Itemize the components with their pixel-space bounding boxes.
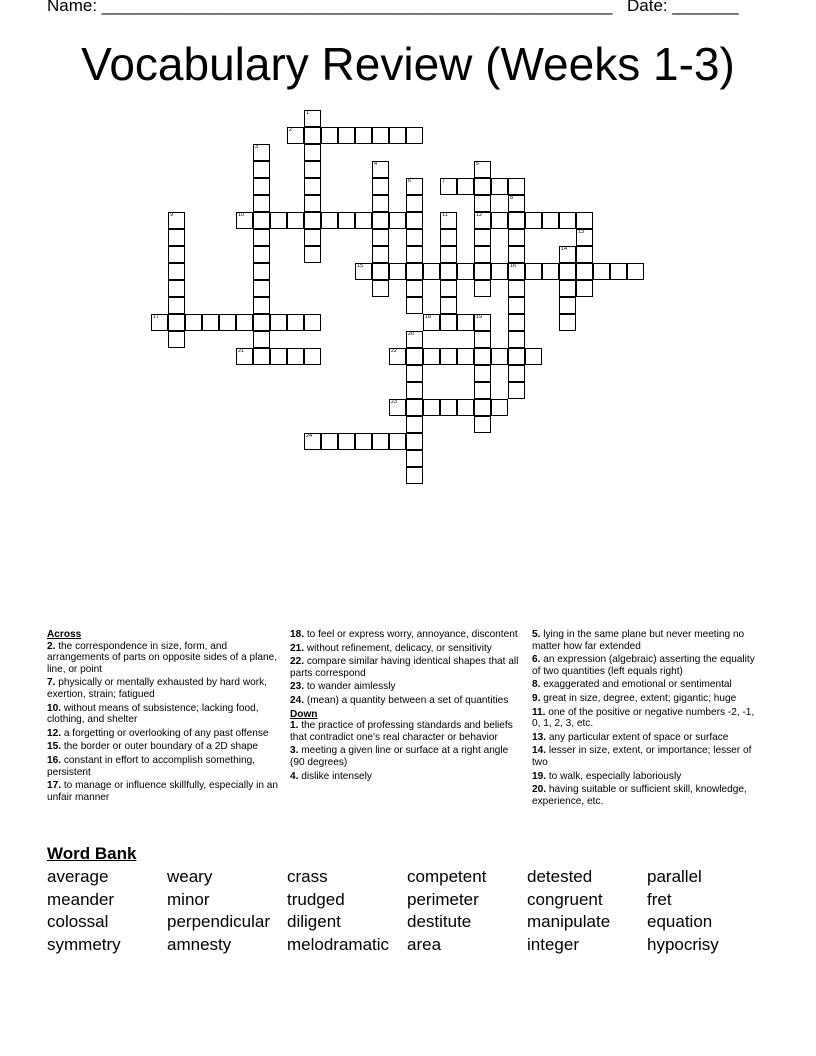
word-bank [47, 867, 767, 958]
down-heading: Down [290, 708, 318, 720]
crossword-cell[interactable] [372, 263, 389, 280]
crossword-cell[interactable] [440, 297, 457, 314]
clue-number: 12 [476, 212, 483, 218]
word-bank-word: manipulate [527, 912, 611, 932]
word-bank-word: meander [47, 889, 115, 909]
crossword-cell[interactable] [202, 314, 219, 331]
crossword-cell[interactable] [355, 263, 372, 280]
crossword-cell[interactable] [304, 246, 321, 263]
crossword-cell[interactable] [168, 212, 185, 229]
crossword-cell[interactable] [440, 229, 457, 246]
clue-number: 4 [374, 161, 378, 167]
crossword-cell[interactable] [508, 263, 525, 280]
crossword-cell[interactable] [474, 195, 491, 212]
across-heading: Across [47, 629, 82, 640]
crossword-cell[interactable] [253, 229, 270, 246]
clue-number: 8 [510, 195, 514, 201]
crossword-cell[interactable] [576, 280, 593, 297]
crossword-cell[interactable] [474, 280, 491, 297]
crossword-cell[interactable] [474, 229, 491, 246]
clue-number: 15 [357, 263, 364, 269]
clue-number: 21 [238, 348, 245, 354]
crossword-cell[interactable] [508, 382, 525, 399]
crossword-cell[interactable] [389, 263, 406, 280]
crossword-cell[interactable] [253, 178, 270, 195]
crossword-cell[interactable] [372, 280, 389, 297]
down-clue-13: 13. any particular extent of space or surface [532, 731, 729, 743]
crossword-cell[interactable] [559, 297, 576, 314]
crossword-cell[interactable] [474, 212, 491, 229]
crossword-cell[interactable] [321, 433, 338, 450]
across-clue-7: 7. physically or mentally exhausted by hard work, exertion, strain; fatigued [47, 677, 267, 700]
crossword-cell[interactable] [253, 195, 270, 212]
crossword-cell[interactable] [508, 365, 525, 382]
crossword-cell[interactable] [389, 399, 406, 416]
clue-number: 11 [442, 212, 448, 218]
crossword-cell[interactable] [406, 127, 423, 144]
crossword-cell[interactable] [610, 263, 627, 280]
across-clue-15: 15. the border or outer boundary of a 2D shape [47, 741, 259, 753]
crossword-cell[interactable] [372, 178, 389, 195]
word-bank-word: perpendicular [167, 912, 271, 932]
word-bank-word: integer [527, 935, 579, 955]
crossword-cell[interactable] [168, 263, 185, 280]
across-clue-2: 2. the correspondence in size, form, and arrangements of parts on opposite sides of a plane, line, or point [47, 640, 278, 675]
crossword-cell[interactable] [338, 127, 355, 144]
down-clue-19: 19. to walk, especially laboriously [532, 770, 682, 782]
word-bank-word: detested [527, 867, 593, 886]
crossword-cell[interactable] [236, 314, 253, 331]
word-bank-word: weary [167, 867, 213, 886]
crossword-cell[interactable] [270, 348, 287, 365]
clue-number: 10 [238, 212, 245, 218]
crossword-cell[interactable] [287, 314, 304, 331]
clue-number: 24 [306, 433, 313, 439]
word-bank-word: diligent [287, 912, 341, 932]
crossword-cell[interactable] [236, 348, 253, 365]
crossword-cell[interactable] [474, 263, 491, 280]
clue-number: 19 [476, 314, 483, 320]
crossword-cell[interactable] [474, 314, 491, 331]
crossword-cell[interactable] [406, 416, 423, 433]
crossword-cell[interactable] [440, 178, 457, 195]
across-clue-10: 10. without means of subsistence; lacking food, clothing, and shelter [47, 702, 259, 726]
crossword-cell[interactable] [304, 178, 321, 195]
word-bank-word: area [407, 935, 442, 955]
word-bank-word: crass [287, 867, 328, 886]
word-bank-word: trudged [287, 889, 345, 909]
word-bank-word: symmetry [47, 935, 121, 955]
crossword-cell[interactable] [168, 229, 185, 246]
crossword-cell[interactable] [406, 280, 423, 297]
crossword-cell[interactable] [355, 212, 372, 229]
clue-number: 7 [442, 178, 446, 184]
crossword-cell[interactable] [576, 212, 593, 229]
crossword-cell[interactable] [372, 161, 389, 178]
crossword-cell[interactable] [236, 212, 253, 229]
crossword-cell[interactable] [304, 161, 321, 178]
crossword-cell[interactable] [474, 331, 491, 348]
word-bank-word: colossal [47, 912, 109, 932]
word-bank-word: amnesty [167, 935, 232, 955]
clues-column-3 [532, 629, 764, 809]
crossword-cell[interactable] [440, 212, 457, 229]
crossword-cell[interactable] [406, 178, 423, 195]
crossword-cell[interactable] [253, 314, 270, 331]
crossword-cell[interactable] [542, 263, 559, 280]
clue-number: 22 [391, 348, 398, 354]
crossword-cell[interactable] [287, 348, 304, 365]
crossword-cell[interactable] [508, 195, 525, 212]
crossword-cell[interactable] [253, 246, 270, 263]
crossword-cell[interactable] [389, 348, 406, 365]
clue-number: 16 [510, 263, 517, 269]
crossword-cell[interactable] [491, 263, 508, 280]
crossword-cell[interactable] [576, 263, 593, 280]
clue-number: 13 [578, 229, 585, 235]
down-clue-6: 6. an expression (algebraic) asserting the equality of two quantities (left equals right) [532, 654, 755, 677]
crossword-cell[interactable] [406, 450, 423, 467]
crossword-cell[interactable] [423, 314, 440, 331]
crossword-cell[interactable] [474, 365, 491, 382]
crossword-cell[interactable] [389, 212, 406, 229]
crossword-cell[interactable] [440, 314, 457, 331]
clues-column-1 [47, 629, 279, 805]
word-bank-word: minor [167, 889, 210, 909]
crossword-cell[interactable] [355, 127, 372, 144]
crossword-cell[interactable] [627, 263, 644, 280]
crossword-cell[interactable] [406, 195, 423, 212]
clue-number: 14 [561, 246, 568, 252]
clues-column-2 [290, 629, 522, 784]
crossword-cell[interactable] [508, 314, 525, 331]
crossword-cell[interactable] [372, 127, 389, 144]
crossword-cell[interactable] [508, 280, 525, 297]
crossword-cell[interactable] [474, 348, 491, 365]
crossword-cell[interactable] [304, 110, 321, 127]
crossword-cell[interactable] [253, 144, 270, 161]
page-title: Vocabulary Review (Weeks 1-3) [81, 38, 735, 90]
down-clue-20: 20. having suitable or sufficient skill, knowledge, experience, etc. [532, 784, 747, 807]
crossword-cell[interactable] [542, 212, 559, 229]
clue-number: 20 [408, 331, 415, 337]
across-clue-24: 24. (mean) a quantity between a set of quantities [290, 694, 509, 706]
crossword-cell[interactable] [508, 178, 525, 195]
crossword-cell[interactable] [440, 399, 457, 416]
crossword-cell[interactable] [321, 212, 338, 229]
crossword-cell[interactable] [457, 348, 474, 365]
crossword-cell[interactable] [508, 297, 525, 314]
clue-number: 3 [255, 144, 259, 150]
crossword-cell[interactable] [474, 399, 491, 416]
crossword-cell[interactable] [491, 348, 508, 365]
across-clue-21: 21. without refinement, delicacy, or sensitivity [290, 642, 492, 654]
crossword-cell[interactable] [525, 263, 542, 280]
crossword-cell[interactable] [168, 314, 185, 331]
crossword-cell[interactable] [457, 399, 474, 416]
word-bank-word: hypocrisy [647, 935, 719, 955]
crossword-cell[interactable] [593, 263, 610, 280]
word-bank-word: melodramatic [287, 935, 390, 955]
crossword-cell[interactable] [440, 246, 457, 263]
crossword-cell[interactable] [406, 229, 423, 246]
crossword-cell[interactable] [406, 263, 423, 280]
crossword-cell[interactable] [406, 365, 423, 382]
crossword-cell[interactable] [559, 263, 576, 280]
crossword-cell[interactable] [457, 314, 474, 331]
crossword-cell[interactable] [474, 161, 491, 178]
crossword-cell[interactable] [491, 399, 508, 416]
crossword-cell[interactable] [287, 212, 304, 229]
crossword-cell[interactable] [304, 229, 321, 246]
name-line: Name: ______________________________________________________ [47, 0, 613, 15]
word-bank-word: average [47, 867, 109, 886]
crossword-cell[interactable] [406, 212, 423, 229]
crossword-cell[interactable] [440, 263, 457, 280]
crossword-cell[interactable] [508, 212, 525, 229]
down-clue-3: 3. meeting a given line or surface at a right angle (90 degrees) [290, 745, 509, 768]
crossword-cell[interactable] [304, 348, 321, 365]
crossword-cell[interactable] [372, 229, 389, 246]
date-line: Date: _______ [627, 0, 739, 15]
crossword-cell[interactable] [270, 212, 287, 229]
crossword-cell[interactable] [372, 195, 389, 212]
crossword-cell[interactable] [440, 280, 457, 297]
crossword-cell[interactable] [406, 297, 423, 314]
crossword-cell[interactable] [355, 433, 372, 450]
crossword-cell[interactable] [508, 246, 525, 263]
clue-number: 5 [476, 161, 480, 167]
crossword-cell[interactable] [406, 348, 423, 365]
crossword-cell[interactable] [372, 246, 389, 263]
down-clue-5: 5. lying in the same plane but never meeting no matter how far extended [532, 629, 745, 652]
crossword-cell[interactable] [372, 433, 389, 450]
crossword-cell[interactable] [525, 212, 542, 229]
crossword-cell[interactable] [508, 331, 525, 348]
crossword-cell[interactable] [406, 433, 423, 450]
crossword-cell[interactable] [508, 348, 525, 365]
crossword-cell[interactable] [253, 212, 270, 229]
crossword-cell[interactable] [389, 127, 406, 144]
down-clue-4: 4. dislike intensely [290, 770, 372, 782]
crossword-cell[interactable] [559, 314, 576, 331]
crossword-cell[interactable] [321, 127, 338, 144]
down-clue-1: 1. the practice of professing standards and beliefs that contradict one's real character or behavior [290, 720, 513, 743]
word-bank-word: perimeter [407, 889, 479, 909]
crossword-cell[interactable] [253, 263, 270, 280]
crossword-cell[interactable] [406, 382, 423, 399]
down-clue-8: 8. exaggerated and emotional or sentimental [532, 679, 732, 691]
crossword-cell[interactable] [185, 314, 202, 331]
header [47, 0, 747, 20]
crossword-cell[interactable] [151, 314, 168, 331]
crossword-cell[interactable] [389, 433, 406, 450]
clue-number: 2 [289, 127, 293, 133]
crossword-cell[interactable] [304, 127, 321, 144]
crossword-cell[interactable] [491, 178, 508, 195]
down-clue-14: 14. lesser in size, extent, or importance; lesser of two [532, 745, 752, 768]
crossword-cell[interactable] [372, 212, 389, 229]
clue-number: 1 [306, 110, 310, 116]
crossword-cell[interactable] [474, 246, 491, 263]
across-clue-18: 18. to feel or express worry, annoyance, discontent [290, 629, 518, 640]
word-bank-word: congruent [527, 889, 603, 909]
crossword-cell[interactable] [559, 246, 576, 263]
crossword-cell[interactable] [219, 314, 236, 331]
crossword-cell[interactable] [474, 382, 491, 399]
clue-number: 18 [425, 314, 432, 320]
clue-number: 9 [170, 212, 174, 218]
word-bank-title: Word Bank [47, 844, 137, 863]
across-clue-17: 17. to manage or influence skillfully, especially in an unfair manner [47, 780, 278, 803]
crossword-cell[interactable] [168, 246, 185, 263]
crossword-cell[interactable] [457, 263, 474, 280]
crossword-cell[interactable] [474, 178, 491, 195]
crossword-cell[interactable] [406, 399, 423, 416]
crossword-cell[interactable] [253, 348, 270, 365]
crossword-cell[interactable] [406, 467, 423, 484]
down-clue-11: 11. one of the positive or negative numbers -2, -1, 0, 1, 2, 3, etc. [532, 706, 755, 730]
across-clue-12: 12. a forgetting or overlooking of any past offense [47, 727, 269, 739]
crossword-cell[interactable] [423, 399, 440, 416]
crossword-cell[interactable] [423, 263, 440, 280]
crossword-cell[interactable] [253, 280, 270, 297]
crossword-cell[interactable] [253, 331, 270, 348]
crossword-cell[interactable] [270, 314, 287, 331]
crossword-cell[interactable] [491, 212, 508, 229]
across-clue-22: 22. compare similar having identical shapes that all parts correspond [290, 656, 519, 679]
word-bank-word: fret [647, 889, 672, 909]
crossword-cell[interactable] [457, 178, 474, 195]
crossword-cell[interactable] [168, 280, 185, 297]
crossword-cell[interactable] [525, 348, 542, 365]
down-clue-9: 9. great in size, degree, extent; gigantic; huge [532, 692, 737, 704]
crossword-cell[interactable] [406, 246, 423, 263]
crossword-cell[interactable] [253, 297, 270, 314]
word-bank-word: destitute [407, 912, 472, 932]
crossword-cell[interactable] [304, 212, 321, 229]
crossword-cell[interactable] [304, 144, 321, 161]
crossword-cell[interactable] [440, 348, 457, 365]
crossword-cell[interactable] [253, 161, 270, 178]
crossword-cell[interactable] [559, 280, 576, 297]
crossword-cell[interactable] [508, 229, 525, 246]
crossword-cell[interactable] [304, 195, 321, 212]
crossword-cell[interactable] [287, 127, 304, 144]
crossword-cell[interactable] [576, 229, 593, 246]
crossword-cell[interactable] [168, 297, 185, 314]
crossword-cell[interactable] [406, 331, 423, 348]
clue-number: 6 [408, 178, 412, 184]
crossword-cell[interactable] [304, 433, 321, 450]
word-bank-word: parallel [647, 867, 702, 886]
word-bank-word: equation [647, 912, 713, 932]
across-clue-16: 16. constant in effort to accomplish something, persistent [47, 754, 255, 778]
crossword-cell[interactable] [338, 433, 355, 450]
crossword-cell[interactable] [338, 212, 355, 229]
clue-number: 23 [391, 399, 398, 405]
crossword-cell[interactable] [168, 331, 185, 348]
word-bank-word: competent [407, 867, 487, 886]
across-clue-23: 23. to wander aimlessly [290, 681, 396, 693]
crossword-cell[interactable] [576, 246, 593, 263]
crossword-cell[interactable] [474, 416, 491, 433]
crossword-cell[interactable] [559, 212, 576, 229]
crossword-cell[interactable] [304, 314, 321, 331]
clue-number: 17 [153, 314, 160, 320]
crossword-cell[interactable] [423, 348, 440, 365]
